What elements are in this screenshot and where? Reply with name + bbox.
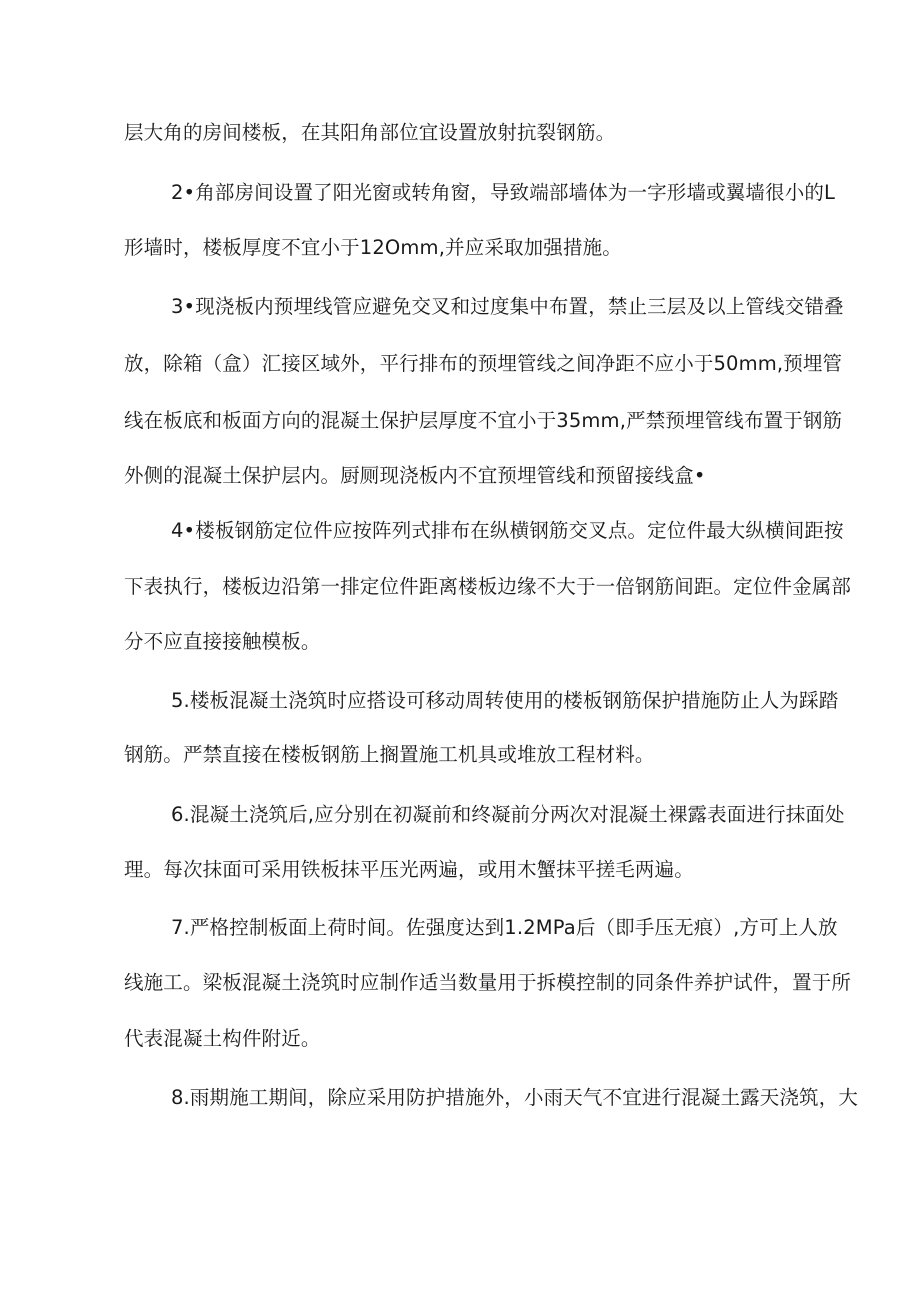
text-line: 7.严格控制板面上荷时间。佐强度达到1.2MPa后（即手压无痕）,方可上人放 <box>171 916 838 939</box>
text-line: 层大角的房间楼板，在其阳角部位宜设置放射抗裂钢筋。 <box>124 121 616 144</box>
text-line: 8.雨期施工期间，除应采用防护措施外，小雨天气不宜进行混凝土露天浇筑，大 <box>171 1086 859 1109</box>
text-line: 5.楼板混凝土浇筑时应搭设可移动周转使用的楼板钢筋保护措施防止人为踩踏 <box>171 689 839 712</box>
text-line: 形墙时，楼板厚度不宜小于12Omm,并应采取加强措施。 <box>124 236 622 259</box>
text-line: 放，除箱（盒）汇接区域外，平行排布的预埋管线之间净距不应小于50mm,预埋管 <box>124 352 843 375</box>
text-line: 3•现浇板内预埋线管应避免交叉和过度集中布置，禁止三层及以上管线交错叠 <box>171 295 844 318</box>
text-line: 外侧的混凝土保护层内。厨厕现浇板内不宜预埋管线和预留接线盒• <box>124 464 706 487</box>
text-line: 线在板底和板面方向的混凝土保护层厚度不宜小于35mm,严禁预埋管线布置于钢筋 <box>124 409 843 432</box>
text-line: 6.混凝土浇筑后,应分别在初凝前和终凝前分两次对混凝土裸露表面进行抹面处 <box>171 803 845 826</box>
text-line: 代表混凝土构件附近。 <box>124 1027 321 1050</box>
text-line: 4•楼板钢筋定位件应按阵列式排布在纵横钢筋交叉点。定位件最大纵横间距按 <box>171 519 844 542</box>
text-line: 线施工。梁板混凝土浇筑时应制作适当数量用于拆模控制的同条件养护试件，置于所 <box>124 971 852 994</box>
text-line: 钢筋。严禁直接在楼板钢筋上搁置施工机具或堆放工程材料。 <box>124 743 655 766</box>
text-line: 分不应直接接触模板。 <box>124 630 321 653</box>
text-line: 下表执行，楼板边沿第一排定位件距离楼板边缘不大于一倍钢筋间距。定位件金属部 <box>124 575 852 598</box>
text-line: 理。每次抹面可采用铁板抹平压光两遍，或用木蟹抹平搓毛两遍。 <box>124 858 694 881</box>
text-line: 2•角部房间设置了阳光窗或转角窗，导致端部墙体为一字形墙或翼墙很小的L <box>171 181 836 204</box>
